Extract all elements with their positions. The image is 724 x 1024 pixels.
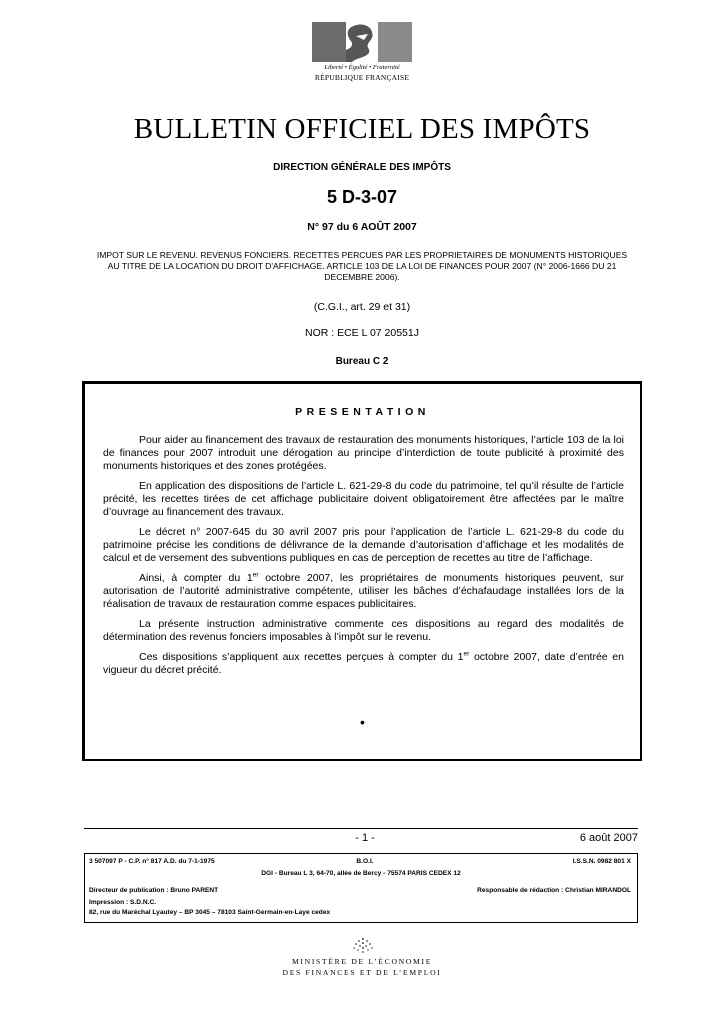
paragraph-6: Ces dispositions s’appliquent aux recettes perçues à compter du 1er octobre 2007, date d’entrée en vigueur du décret précité. bbox=[103, 650, 624, 676]
presentation-title: PRESENTATION bbox=[295, 406, 430, 418]
bureau-label: Bureau C 2 bbox=[335, 356, 389, 367]
director-label: Directeur de publication : Bruno PARENT bbox=[89, 887, 219, 894]
publication-reference: 3 507097 P - C.P. n° 817 A.D. du 7-1-1975 bbox=[89, 858, 215, 865]
footer-divider bbox=[84, 828, 638, 829]
paragraph-2: En application des dispositions de l’article L. 621-29-8 du code du patrimoine, tel qu’il résulte de l’article précité, les recettes tirées de cet affichage publicitaire doivent obligatoirement être affectées par le maître d’ouvrage au financement des travaux. bbox=[103, 480, 624, 518]
presentation-body bbox=[103, 434, 624, 684]
issue-number: N° 97 du 6 AOÛT 2007 bbox=[307, 221, 417, 233]
republic-label: RÉPUBLIQUE FRANÇAISE bbox=[314, 73, 410, 82]
paragraph-4: Ainsi, à compter du 1er octobre 2007, les propriétaires de monuments historiques peuvent, sur autorisation de l’autorité administrative compétente, utiliser les bâches d’échafaudage installées lors de la réalisation de travaux de restauration comme espaces publicitaires. bbox=[103, 571, 624, 610]
nor-reference: NOR : ECE L 07 20551J bbox=[304, 327, 419, 339]
paragraph-1: Pour aider au financement des travaux de restauration des monuments historiques, l’article 103 de la loi de finances pour 2007 introduit une dérogation au principe d’interdiction de toute publicité à proximité des monuments historiques et des zones protégées. bbox=[103, 434, 624, 472]
cgi-reference: (C.G.I., art. 29 et 31) bbox=[313, 301, 411, 313]
printing-address: 82, rue du Maréchal Lyautey – BP 3045 – 78103 Saint-Germain-en-Laye cedex bbox=[89, 909, 331, 916]
republique-francaise-logo bbox=[312, 22, 412, 84]
boi-label: B.O.I. bbox=[356, 858, 374, 865]
issn-label: I.S.S.N. 0982 801 X bbox=[572, 858, 631, 865]
paragraph-3: Le décret n° 2007-645 du 30 avril 2007 pris pour l’application de l’article L. 621-29-8 du code du patrimoine précise les conditions de délivrance de la demande d’autorisation d’affichage et les modalités de calcul et de versement des subventions publiques en cas de perception de recettes au titre de l’affichage. bbox=[103, 526, 624, 564]
printing-label: Impression : S.D.N.C. bbox=[89, 899, 157, 906]
presentation-box bbox=[82, 381, 642, 761]
bullet-separator: • bbox=[360, 714, 365, 730]
ministry-line-2: DES FINANCES ET DE L’EMPLOI bbox=[282, 968, 442, 977]
document-code: 5 D-3-07 bbox=[326, 187, 398, 207]
ministry-line-1: MINISTÈRE DE L’ÉCONOMIE bbox=[291, 957, 433, 966]
publication-info-box bbox=[84, 853, 638, 923]
marianne-icon bbox=[312, 22, 412, 62]
direction-label: DIRECTION GÉNÉRALE DES IMPÔTS bbox=[273, 162, 451, 173]
editor-label: Responsable de rédaction : Christian MIRANDOL bbox=[477, 887, 631, 894]
paragraph-5: La présente instruction administrative commente ces dispositions au regard des modalités de détermination des revenus fonciers imposables à l’impôt sur le revenu. bbox=[103, 618, 624, 643]
ministry-crest-icon bbox=[352, 937, 374, 955]
subject-text: IMPOT SUR LE REVENU. REVENUS FONCIERS. RECETTES PERCUES PAR LES PROPRIETAIRES DE MONUMENTS HISTORIQUES AU TITRE DE LA LOCATION DU DROIT D'AFFICHAGE. ARTICLE 103 DE LA LOI DE FINANCES POUR 2007 (N° 2006-1666 DU 21 DECEMBRE 2006). bbox=[96, 250, 628, 282]
page-number: - 1 - bbox=[355, 832, 375, 844]
motto: Liberté • Égalité • Fraternité bbox=[324, 64, 400, 71]
publisher-address: DGI - Bureau L 3, 64-70, allée de Bercy - 75574 PARIS CEDEX 12 bbox=[261, 870, 461, 877]
page-title: BULLETIN OFFICIEL DES IMPÔTS bbox=[133, 113, 591, 145]
page-date: 6 août 2007 bbox=[579, 832, 638, 844]
